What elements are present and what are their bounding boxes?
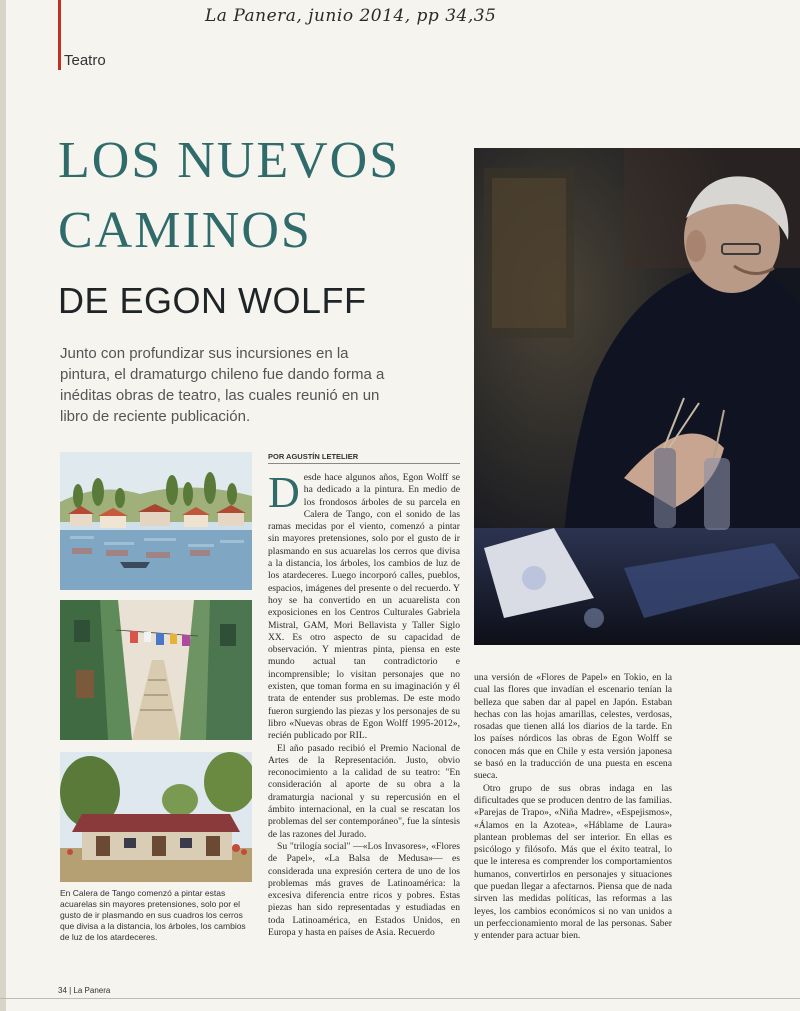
headline-subtitle: DE EGON WOLFF: [58, 280, 367, 321]
section-bar: [58, 0, 61, 70]
body-paragraph: Otro grupo de sus obras indaga en las dificultades que se producen dentro de las familias. «Parejas de Trapo», «Niña Madre», «Espejismos», «Álamos en la Azotea», «Háblame de Laura» plantean problemas del ser interior. En ellas es psicólogo y filósofo. Más que el éxito teatral, lo que le interesa es comprender los comportamientos humanos, convertirlos en personajes y situaciones que puedan llegar a afectarnos. Piensa que de nada sirven las medidas políticas, las reformas a las leyes, los cambios económicos si no van unidos a un perfeccionamiento moral de las personas. Saber y entender para actuar bien.: [474, 782, 672, 942]
lead-paragraph: Junto con profundizar sus incursiones en la pintura, el dramaturgo chileno fue dando forma a inéditas obras de teatro, las cuales reunió en un libro de reciente publicación.: [60, 345, 385, 425]
body-paragraph: Su "trilogía social" —«Los Invasores», «Flores de Papel», «La Balsa de Medusa»— es considerada una expresión certera de uno de los problemas más graves de Latinoamérica: la excesiva diferencia entre ricos y pobres. Estas piezas han sido representadas y estudiadas en toda Latinoamérica, en Estados Unidos, en Europa y hasta en países de Asia. Recuerdo: [268, 840, 460, 938]
watercolor-street: [60, 600, 252, 740]
footer-rule: [0, 998, 800, 999]
watercolor-house: [60, 752, 252, 882]
portrait-photo-illustration: [474, 148, 800, 645]
section-label: Teatro: [64, 52, 106, 69]
body-paragraph: una versión de «Flores de Papel» en Tokio, en la cual las flores que invadían el escenario tenían la belleza que saben dar al papel en Japón. Estaban hechas con las hojas amarillas, celestes, verdosas, rosadas que tienen allá los diarios de la tarde. En los países nórdicos las obras de Egon Wolff se conocen más que en Chile y esta versión japonesa se basó en la traducción de una puesta en escena sueca.: [474, 672, 672, 782]
body-paragraph-text: esde hace algunos años, Egon Wolff se ha dedicado a la pintura. En medio de los frondosos árboles de su parcela en Calera de Tango, con el sonido de las ramas mecidas por el viento, comenzó a pintar sin mayores pretensiones, solo por el gusto de ir plasmando en sus acuarelas los cerros que divisa a la distancia, los árboles, los cambios de luz de los atardeceres. Luego incorporó calles, pueblos, espacios, imágenes del presente o del recuerdo. Y hoy se ha convertido en un acuarelista con exposiciones en los Centros Culturales Gabriela Mistral, GAM, Mori Bellavista y Taller Siglo XX. Es otro aspecto de su capacidad de observación. Y mientras pinta, piensa en este mundo actual tan contradictorio e incomprensible; lo visitan personajes que no existen, que toman forma en su imaginación y él trata de entender sus problemas. De este modo fueron surgiendo las piezas y los personajes de su libro «Nuevas obras de Egon Wolff 1995-2012», recién publicado por RIL.: [268, 472, 460, 742]
page-footer: 34 | La Panera: [58, 986, 111, 995]
body-column-2: [474, 672, 672, 964]
watercolor-street-illustration: [60, 600, 252, 740]
byline: POR AGUSTÍN LETELIER: [268, 452, 460, 464]
scan-edge: [0, 0, 6, 1011]
body-paragraph: [268, 472, 460, 743]
watercolor-village-lake-illustration: [60, 452, 252, 590]
watercolor-house-illustration: [60, 752, 252, 882]
handwritten-note: La Panera, junio 2014, pp 34,35: [205, 6, 497, 26]
watercolor-village-lake: [60, 452, 252, 590]
body-column-1: [268, 472, 460, 992]
image-caption: En Calera de Tango comenzó a pintar estas acuarelas sin mayores pretensiones, solo por el gusto de ir plasmando en sus cuadros los cerros que divisa a la distancia, los árboles, los cambios de luz de los atardeceres.: [60, 888, 246, 942]
headline-line-1: LOS NUEVOS: [58, 132, 401, 189]
portrait-photo: [474, 148, 800, 645]
body-paragraph: El año pasado recibió el Premio Nacional de Artes de la Representación. Justo, obvio reconocimiento a la calidad de su teatro: "En consideración al aporte de su obra a la dramaturgia nacional y su repercusión en el ámbito internacional, en la cual se rescatan los problemas del ser contemporáneo", fue la síntesis de las razones del Jurado.: [268, 742, 460, 840]
drop-cap: D: [268, 472, 300, 517]
headline-line-2: CAMINOS: [58, 202, 312, 259]
